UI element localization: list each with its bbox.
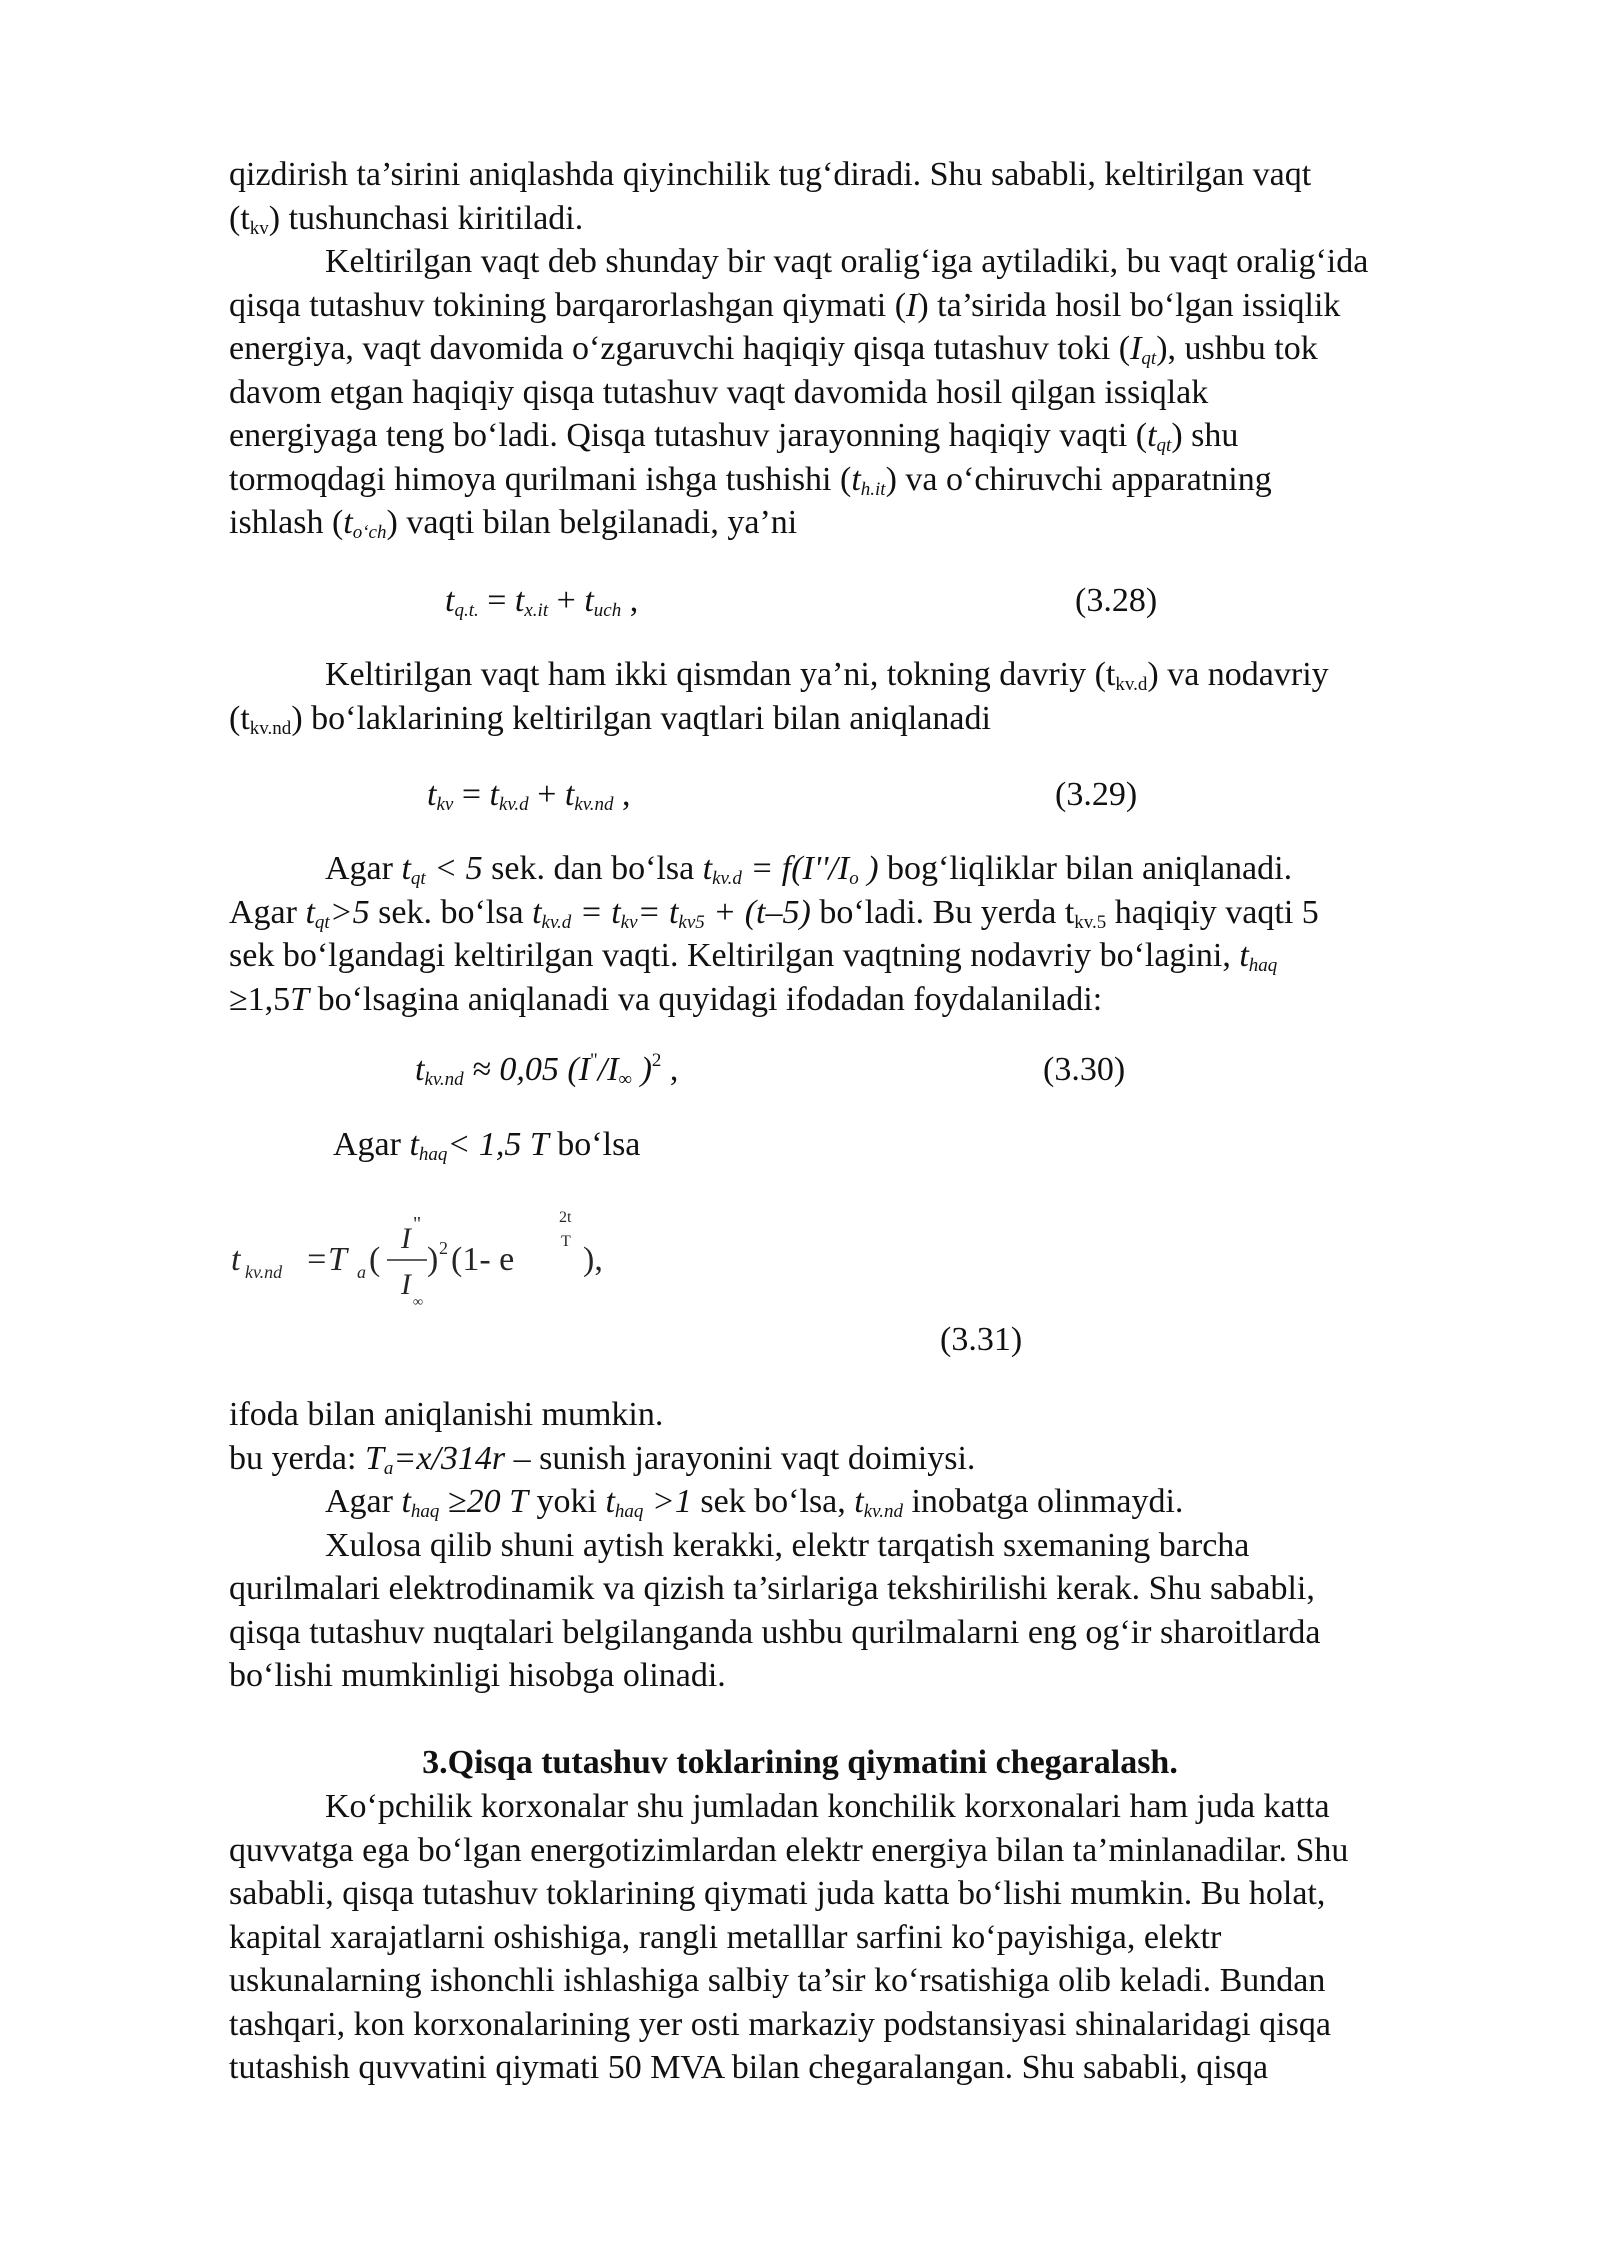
subscript: kv.nd [574, 794, 614, 815]
symbol: T [364, 1439, 384, 1477]
equation-number: (3.31) [940, 1321, 1023, 1358]
formula: ≥20 T [439, 1483, 528, 1520]
subscript: a [383, 1457, 394, 1479]
symbol: I [1130, 330, 1142, 367]
text-line: bo‘lishi mumkinligi hisobga olinadi. [229, 1657, 726, 1694]
formula: < 5 [425, 850, 483, 887]
operator: + [528, 776, 565, 813]
symbol: t [851, 460, 861, 498]
text: Agar [229, 893, 306, 931]
formula: = t [637, 893, 679, 931]
text-line [229, 891, 1491, 935]
symbol: t [445, 582, 455, 619]
subscript: h.it [860, 478, 886, 500]
text-line [229, 978, 1491, 1022]
text-line [229, 197, 1491, 241]
formula-exp-num: 2t [559, 1209, 572, 1226]
subscript: kv.nd [424, 1069, 464, 1090]
symbol: t [1147, 417, 1157, 454]
text: energiya, vaqt davomida o‘zgaruvchi haqiqiy qisqa tutashuv toki ( [229, 330, 1131, 367]
text-line [229, 1437, 1491, 1481]
formula-sub: ∞ [413, 1295, 423, 1310]
subscript: kv [620, 911, 638, 933]
subscript: o‘ch [352, 522, 387, 543]
subscript: qt [1141, 348, 1157, 369]
formula-sup: " [413, 1213, 422, 1235]
symbol: t [427, 776, 437, 813]
formula-numerator: I [401, 1222, 411, 1255]
formula-sub: a [357, 1262, 366, 1282]
formula: >5 [329, 893, 370, 931]
subscript: haq [614, 1501, 644, 1522]
text-line: uskunalarning ishonchli ishlashiga salbiy ta’sir ko‘rsatishiga olib keladi. Bundan [229, 1962, 1326, 1999]
formula: + (t–5) [704, 893, 811, 931]
text: bu yerda: [229, 1439, 365, 1477]
subscript: uch [593, 600, 622, 621]
text: qisqa tutashuv tokining barqarorlashgan qiymati ( [229, 286, 907, 324]
text-line: qisqa tutashuv nuqtalari belgilanganda ushbu qurilmalarni eng og‘ir sharoitlarda [229, 1613, 1321, 1651]
subscript: haq [418, 1144, 448, 1165]
formula: >1 [643, 1483, 692, 1520]
text-line [229, 934, 1491, 978]
subscript: qt [410, 868, 426, 889]
text-line [229, 697, 1491, 741]
symbol: t [409, 1126, 419, 1163]
text: ) ta’sirida hosil bo‘lgan issiqlik [917, 286, 1341, 324]
symbol: t [401, 850, 411, 887]
text: ) tushunchasi kiritiladi. [268, 199, 584, 237]
text-line: Keltirilgan vaqt deb shunday bir vaqt oralig‘iga aytiladiki, bu vaqt oralig‘ida [325, 243, 1369, 280]
text-line: kapital xarajatlarni oshishiga, rangli metalllar sarfini ko‘payishiga, elektr [229, 1918, 1222, 1956]
symbol: T [529, 1126, 549, 1163]
text: Agar [333, 1126, 410, 1163]
formula-paren: ( [369, 1241, 381, 1278]
formula: < 1,5 [447, 1126, 530, 1163]
formula: ) [858, 850, 879, 887]
text: ) va o‘chiruvchi apparatning [885, 460, 1272, 498]
text-line [229, 653, 1491, 697]
text: bo‘ladi. Bu yerda t [810, 893, 1075, 931]
paragraph-keltirilgan-vaqt [229, 153, 1491, 545]
text-line: qurilmalari elektrodinamik va qizish ta’sirlariga tekshirilishi kerak. Shu sababli, [229, 1570, 1315, 1607]
text: energiyaga teng bo‘ladi. Qisqa tutashuv jarayonning haqiqiy vaqti ( [229, 417, 1148, 454]
text: – sunish jarayonini vaqt doimiysi. [505, 1439, 976, 1477]
operator: = [453, 776, 490, 813]
text-line: quvvatga ega bo‘lgan energotizimlardan elektr energiya bilan ta’minlanadilar. Shu [229, 1831, 1349, 1869]
formula: = t [571, 893, 621, 931]
text: , [621, 582, 639, 619]
text: (t [229, 699, 250, 737]
text-line: tashqari, kon korxonalarining yer osti markaziy podstansiyasi shinalaridagi qisqa [229, 2005, 1331, 2043]
subscript: haq [1248, 955, 1278, 976]
text: ishlash ( [229, 504, 344, 541]
symbol: t [305, 893, 315, 931]
text-line [229, 1480, 1491, 1524]
symbol: t [532, 893, 542, 931]
condition-line [333, 1123, 640, 1167]
symbol: t [415, 1051, 425, 1088]
text: sek bo‘lsa, [691, 1483, 855, 1520]
paragraph-conclusion [229, 1393, 1491, 1698]
formula: ) [632, 1051, 652, 1088]
equation-3-28 [445, 579, 638, 623]
text: bo‘lsa [548, 1126, 641, 1163]
paragraph-section-3 [229, 1785, 1491, 2090]
formula-eq: =T [305, 1241, 347, 1278]
subscript: kv.d [1115, 674, 1148, 695]
text-line: tutashish quvvatini qiymati 50 MVA bilan chegaralangan. Shu sababli, qisqa [229, 2049, 1269, 2086]
text: tormoqdagi himoya qurilmani ishga tushishi ( [229, 460, 852, 498]
formula-paren: ) [427, 1241, 439, 1278]
text: (t [229, 199, 250, 237]
equation-number: (3.29) [1055, 776, 1138, 813]
symbol: t [1239, 937, 1249, 974]
text-line [229, 847, 1491, 891]
subscript: x.it [524, 600, 549, 621]
text: Keltirilgan vaqt ham ikki qismdan ya’ni, tokning davriy (t [325, 656, 1116, 693]
paragraph-agar-conditions [229, 847, 1491, 1021]
text: sek bo‘lgandagi keltirilgan vaqti. Keltirilgan vaqtning nodavriy bo‘lagini, [229, 937, 1240, 974]
subscript: kv5 [678, 911, 705, 933]
text: bo‘lsagina aniqlanadi va quyidagi ifodadan foydalaniladi: [309, 980, 1103, 1018]
subscript: q.t. [454, 600, 479, 621]
formula: /I [597, 1051, 619, 1088]
text: ) vaqti bilan belgilanadi, ya’ni [386, 504, 798, 541]
text: yoki [528, 1483, 606, 1520]
symbol: t [702, 850, 713, 887]
formula: ≈ 0,05 (I [463, 1051, 590, 1088]
symbol: t [343, 504, 353, 541]
operator: + [548, 582, 585, 619]
equation-number: (3.30) [1043, 1051, 1126, 1088]
text-line: qizdirish ta’sirini aniqlashda qiyinchilik tug‘diradi. Shu sababli, keltirilgan vaqt [229, 156, 1312, 193]
subscript: ∞ [618, 1069, 633, 1090]
symbol: t [854, 1483, 864, 1520]
text: ) va nodavriy [1147, 656, 1329, 693]
text-line [229, 327, 1491, 371]
formula-image-3-31 [229, 1202, 649, 1312]
operator: = [478, 582, 515, 619]
symbol: T [290, 980, 310, 1018]
symbol: t [514, 582, 525, 619]
symbol: I [906, 286, 918, 324]
text: ), ushbu tok [1156, 330, 1318, 367]
symbol: t [605, 1483, 615, 1520]
symbol: t [584, 582, 594, 619]
text: , [661, 1051, 679, 1088]
text-line: davom etgan haqiqiy qisqa tutashuv vaqt davomida hosil qilgan issiqlak [229, 373, 1209, 411]
text: sek. dan bo‘lsa [482, 850, 703, 887]
paragraph-davriy-nodavriy [229, 653, 1491, 740]
text-line [229, 458, 1491, 502]
formula-denominator: I [401, 1268, 411, 1301]
text: , [613, 776, 631, 813]
superscript: " [589, 1050, 598, 1071]
formula-exp-den: T [561, 1233, 571, 1250]
text: bog‘liqliklar bilan aniqlanadi. [878, 850, 1293, 887]
equation-number: (3.28) [1075, 582, 1158, 619]
symbol: t [564, 776, 575, 813]
subscript: qt [1156, 435, 1172, 456]
text: ≥1,5 [229, 980, 291, 1018]
subscript: kv.nd [249, 717, 292, 739]
formula-sub: kv.nd [245, 1262, 283, 1282]
text: ) bo‘laklarining keltirilgan vaqtlari bilan aniqlanadi [291, 699, 991, 737]
text-line: ifoda bilan aniqlanishi mumkin. [229, 1396, 664, 1433]
formula: =x/314r [393, 1439, 506, 1477]
text: Agar [325, 1483, 402, 1520]
subscript: kv.5 [1074, 911, 1107, 933]
subscript: kv.d [712, 868, 742, 889]
text: Agar [325, 850, 402, 887]
subscript: o [849, 868, 859, 889]
formula-exp: (1- e [451, 1241, 515, 1278]
subscript: kv.d [498, 794, 529, 815]
superscript: 2 [651, 1050, 662, 1071]
text-line: Xulosa qilib shuni aytish kerakki, elektr tarqatish sxemaning barcha [325, 1526, 1250, 1564]
subscript: kv [249, 217, 269, 239]
subscript: kv.nd [863, 1501, 903, 1522]
text: ) shu [1171, 417, 1239, 454]
subscript: kv.d [541, 911, 572, 933]
symbol: t [489, 776, 499, 813]
equation-3-29 [427, 773, 631, 817]
formula: = f(I''/I [741, 850, 850, 887]
subscript: qt [314, 911, 330, 933]
text-line: sababli, qisqa tutashuv toklarining qiymati juda katta bo‘lishi mumkin. Bu holat, [229, 1875, 1326, 1912]
symbol: t [401, 1483, 411, 1520]
text-line [229, 414, 1491, 458]
subscript: kv [436, 794, 454, 815]
formula-sup: 2 [439, 1238, 448, 1258]
text-line: Ko‘pchilik korxonalar shu jumladan konchilik korxonalari ham juda katta [325, 1788, 1330, 1825]
subscript: haq [410, 1501, 440, 1522]
text: haqiqiy vaqti 5 [1106, 893, 1319, 931]
equation-3-30 [415, 1048, 678, 1092]
text-line [229, 501, 1491, 545]
text-line [229, 284, 1491, 328]
text: inobatga olinmaydi. [902, 1483, 1184, 1520]
formula-t: t [231, 1241, 241, 1278]
formula-tail: ), [583, 1241, 603, 1278]
text: sek. bo‘lsa [369, 893, 533, 931]
section-heading: 3.Qisqa tutashuv toklarining qiymatini chegaralash. [422, 1744, 1178, 1781]
